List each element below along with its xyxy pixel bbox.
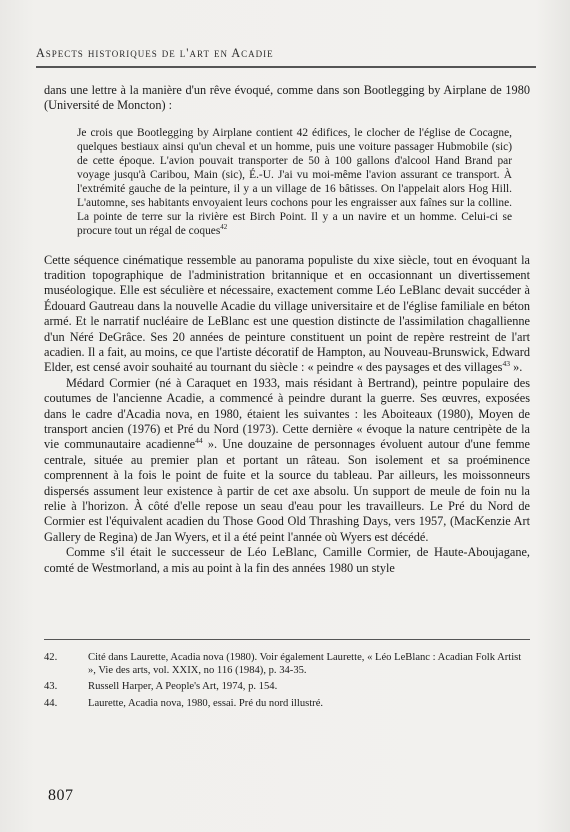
quote-text: Je crois que Bootlegging by Airplane contient 42 édifices, le clocher de l'église de Cocagne, quelques bestiaux ainsi qu'un cheval et un homme, puis une voiture passager Hubmobile (sic) de cette époque. L'avion pouvait transporter de 50 à 100 gallons d'alcool Hand Brand par voyage jusqu'à Caribou, Main (sic), É.-U. J'ai vu moi-même l'avion assurant ce transport. À l'extrémité gauche de la peinture, il y a un village de 16 bâtisses. On l'appelait alors Hog Hill. L'automne, ses habitants envoyaient leurs cochons pour les engraisser aux faînes sur la colline. La pointe de terre sur la rivière est Birch Point. Il y a un navire et un homme. Celui-ci se procure tout un régal de coques [77,126,512,238]
footnote [44,680,530,693]
intro-paragraph: dans une lettre à la manière d'un rêve évoqué, comme dans son Bootlegging by Airplane de 1980 (Université de Moncton) : [44,83,530,113]
footnote-ref-42: 42 [220,223,228,232]
paragraph-2-end: ». Une douzaine de personnages évoluent autour d'une femme centrale, située au premier plan et portant un râteau. Son isolement et sa proéminence comprennent à la fois le point de fuite et la source du tableau. Par ailleurs, les moissonneurs dispersés assument leur existence à partir de cet axe absolu. Un support de meule de foin nu la relie à l'horizon. À côté d'elle repose un seau d'eau pour les travailleurs. Le Pré du Nord de Cormier est l'équivalent acadien du Those Good Old Thrashing Days, vers 1957, (MacKenzie Art Gallery de Regina) de Jan Wyers, et il a été peint l'année où Wyers est décédé. [44,437,530,544]
footnote-number: 44. [44,697,58,709]
paragraph-2 [44,376,530,545]
footnote-text: Cité dans Laurette, Acadia nova (1980). Voir également Laurette, « Léo LeBlanc : Acadian Folk Artist », Vie des arts, vol. XXIX, no 116 (1984), p. 34-35. [88,652,522,677]
header-rule [36,66,536,68]
block-quote [77,126,512,239]
paragraph-1-text: Cette séquence cinématique ressemble au panorama populiste du xixe siècle, tout en évoquant la tradition topographique de l'administration britannique et en occasionnant un divertissement muséologique. Elle est séculière et nécessaire, exactement comme Léo LeBlanc devait succéder à Édouard Gautreau dans la nouvelle Acadie du village universitaire et de l'église familiale en béton armé. Et le narratif nucléaire de LeBlanc est une question distincte de l'assimilation chagallienne d'un Néré DeGrâce. Ses 20 années de peinture constituent un point de repère restreint de l'art acadien. Il a fait, au moins, ce que l'artiste décoratif de Hampton, au Nouveau-Brunswick, Edward Elder, est censé avoir souhaité au tournant du siècle : « peindre « des paysages et des villages [44,252,530,375]
main-text [44,83,530,576]
paragraph-1 [44,253,530,376]
footnote [44,697,530,710]
running-header: Aspects historiques de l'art en Acadie [36,46,274,60]
footnote-rule [44,639,530,640]
footnote-ref-43: 43 [502,359,511,369]
paragraph-2-text: Médard Cormier (né à Caraquet en 1933, mais résidant à Bertrand), peintre populaire des coutumes de l'ancienne Acadie, a commencé à peindre durant la guerre. Ses œuvres, exposées dans le cadre d'Acadia nova, en 1980, étaient les suivantes : les Aboiteaux (1980), Moyen de transport ancien (1976) et Pré du Nord (1973). Cette dernière « évoque la nature centripète de la vie communautaire acadienne [44,375,530,452]
footnote-number: 42. [44,652,58,663]
footnote-number: 43. [44,681,58,693]
paragraph-1-end: ». [510,360,523,375]
footnote-ref-44: 44 [195,436,203,446]
paragraph-3: Comme s'il était le successeur de Léo LeBlanc, Camille Cormier, de Haute-Aboujagane, comté de Westmorland, a mis au point à la fin des années 1980 un style [44,545,530,575]
page-number: 807 [48,787,74,804]
footnotes [44,651,530,713]
footnote-text: Russell Harper, A People's Art, 1974, p. 154. [88,681,278,693]
footnote-text: Laurette, Acadia nova, 1980, essai. Pré du nord illustré. [88,697,324,709]
footnote [44,651,530,677]
